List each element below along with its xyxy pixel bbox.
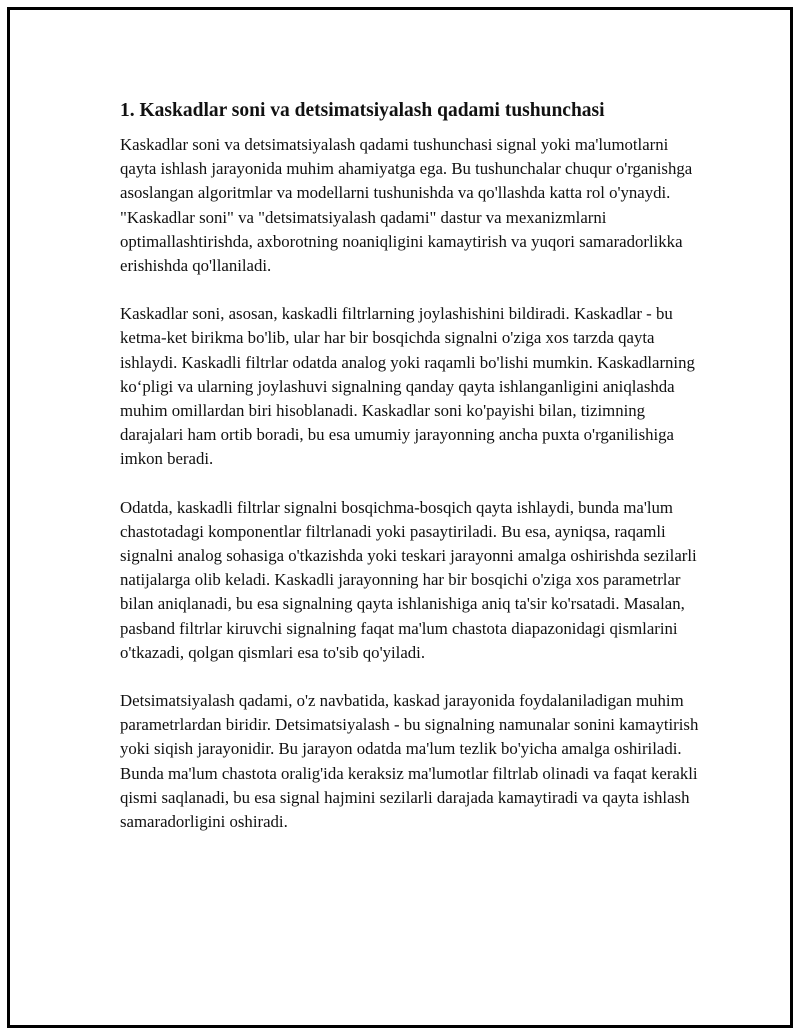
paragraph-4: Detsimatsiyalash qadami, o'z navbatida, kaskad jarayonida foydalaniladigan muhim parametrlardan biridir. Detsimatsiyalash - bu signalning namunalar sonini kamaytirish yoki siqish jarayonidir. Bu jarayon odatda ma'lum tezlik bo'yicha amalga oshiriladi. Bunda ma'lum chastota oralig'ida keraksiz ma'lumotlar filtrlab olinadi va faqat kerakli qismi saqlanadi, bu esa signal hajmini sezilarli darajada kamaytiradi va qayta ishlash samaradorligini oshiradi. — [120, 691, 699, 832]
page-frame — [7, 7, 793, 1028]
paragraph-3: Odatda, kaskadli filtrlar signalni bosqichma-bosqich qayta ishlaydi, bunda ma'lum chastotadagi komponentlar filtrlanadi yoki pasaytiriladi. Bu esa, ayniqsa, raqamli signalni analog sohasiga o'tkazishda yoki teskari jarayonni amalga oshirishda sezilarli natijalarga olib keladi. Kaskadli jarayonning har bir bosqichi o'ziga xos parametrlar bilan aniqlanadi, bu esa signalning qayta ishlanishiga aniq ta'sir ko'rsatadi. Masalan, pasband filtrlar kiruvchi signalning faqat ma'lum chastota diapazonidagi qismlarini o'tkazadi, qolgan qismlari esa to'sib qo'yiladi. — [120, 497, 697, 662]
document-body — [120, 98, 700, 858]
section-heading: 1. Kaskadlar soni va detsimatsiyalash qadami tushunchasi — [120, 100, 605, 121]
paragraph-1: Kaskadlar soni va detsimatsiyalash qadami tushunchasi signal yoki ma'lumotlarni qayta ishlash jarayonida muhim ahamiyatga ega. Bu tushunchalar chuqur o'rganishga asoslangan algoritmlar va modellarni tushunishda va qo'llashda katta rol o'ynaydi. "Kaskadlar soni" va "detsimatsiyalash qadami" dastur va mexanizmlarni optimallashtirishda, axborotning noaniqligini kamaytirish va yuqori samaradorlikka erishishda qo'llaniladi. — [120, 135, 693, 276]
paragraph-2: Kaskadlar soni, asosan, kaskadli filtrlarning joylashishini bildiradi. Kaskadlar - bu ketma-ket birikma bo'lib, ular har bir bosqichda signalni o'ziga xos tarzda qayta ishlaydi. Kaskadli filtrlar odatda analog yoki raqamli bo'lishi mumkin. Kaskadlarning ko‘pligi va ularning joylashuvi signalning qanday qayta ishlanganligini aniqlashda muhim omillardan biri hisoblanadi. Kaskadlar soni ko'payishi bilan, tizimning darajalari ham ortib boradi, bu esa umumiy jarayonning ancha puxta o'rganilishiga imkon beradi. — [120, 304, 695, 469]
